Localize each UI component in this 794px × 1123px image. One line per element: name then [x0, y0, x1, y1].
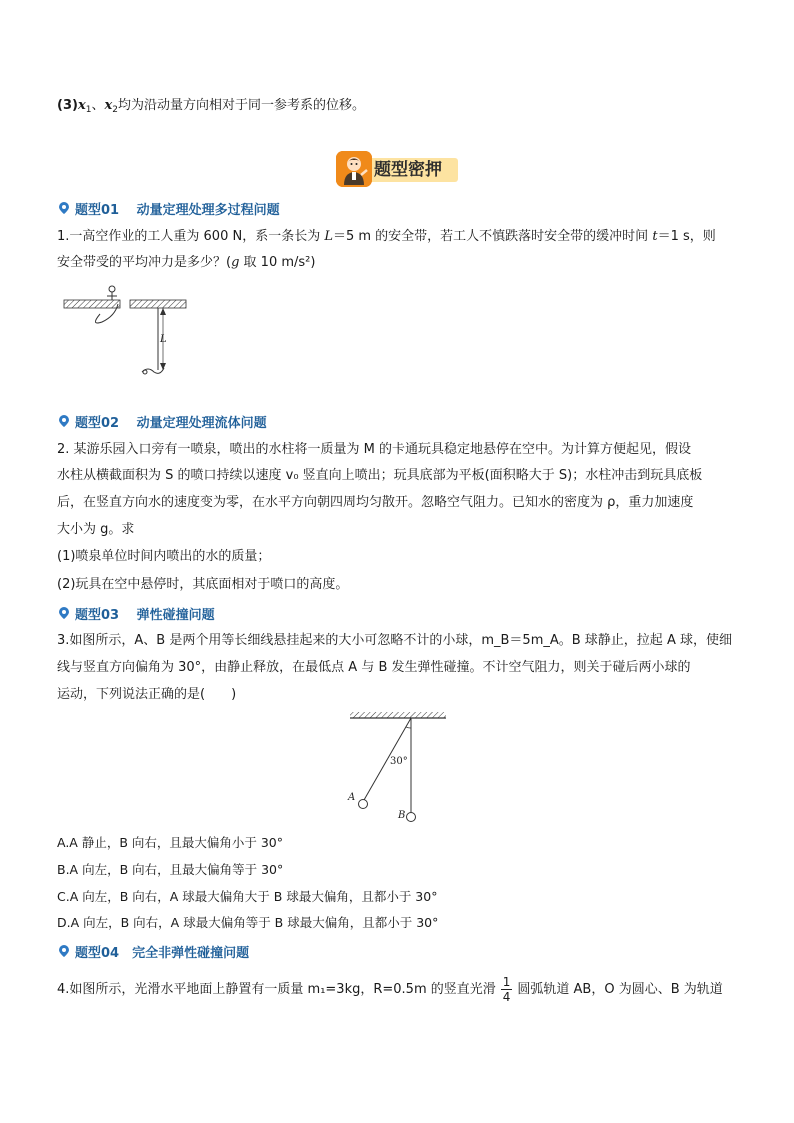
location-pin-icon	[57, 414, 71, 428]
q3-option-c: C.A 向左，B 向右，A 球最大偏角大于 B 球最大偏角，且都小于 30°	[57, 889, 438, 904]
q4-fraction: $\frac{1}{4}$	[502, 975, 511, 1004]
top-note: $(3)x_1$、$x_2$均为沿动量方向相对于同一参考系的位移。	[57, 98, 365, 115]
q3-fig-label-A: A	[348, 792, 356, 803]
section-header-03: 题型03 弹性碰撞问题	[57, 603, 215, 623]
q2-text-line1: 2. 某游乐园入口旁有一喷泉，喷出的水柱将一质量为 M 的卡通玩具稳定地悬停在空中。为计算方便起见，假设	[57, 442, 692, 457]
q1-safety-belt-figure	[60, 280, 190, 380]
q1-text-line2: 安全带受的平均冲力是多少？(g 取 10 m/s²)	[57, 255, 316, 270]
section-header-01: 题型01 动量定理处理多过程问题	[57, 198, 280, 218]
q3-fig-angle-label: 30°	[390, 756, 408, 767]
location-pin-icon	[57, 606, 71, 620]
q3-text-line3: 运动，下列说法正确的是( )	[57, 687, 237, 702]
q3-text-line1: 3.如图所示，A、B 是两个用等长细线悬挂起来的大小可忽略不计的小球，m_B＝5m_A。B 球静止，拉起 A 球，使细	[57, 633, 732, 648]
q3-text-line2: 线与竖直方向偏角为 30°，由静止释放，在最低点 A 与 B 发生弹性碰撞。不计空气阻力，则关于碰后两小球的	[57, 660, 691, 675]
q4-text-line1: 4.如图所示，光滑水平地面上静置有一质量 m₁=3kg，R=0.5m 的竖直光滑 $\frac{1}{4}$ 圆弧轨道 AB，O 为圆心、B 为轨道	[57, 975, 723, 1004]
section-header-04: 题型04 完全非弹性碰撞问题	[57, 941, 249, 961]
q2-text-line4: 大小为 g。求	[57, 522, 135, 537]
q2-part1: (1)喷泉单位时间内喷出的水的质量；	[57, 549, 271, 564]
q2-text-line3: 后，在竖直方向水的速度变为零，在水平方向朝四周均匀散开。忽略空气阻力。已知水的密度为 ρ，重力加速度	[57, 495, 694, 510]
section-header-02: 题型02 动量定理处理流体问题	[57, 411, 267, 431]
section-banner	[336, 151, 460, 187]
q3-pendulum-figure	[340, 708, 460, 828]
q1-fig-label-L: L	[160, 334, 167, 345]
q2-text-line2: 水柱从横截面积为 S 的喷口持续以速度 v₀ 竖直向上喷出；玩具底部为平板(面积略大于 S)；水柱冲击到玩具底板	[57, 468, 703, 483]
teacher-icon	[336, 151, 372, 187]
q1-text-line1: 1.一高空作业的工人重为 600 N，系一条长为 L＝5 m 的安全带，若工人不慎跌落时安全带的缓冲时间 t＝1 s，则	[57, 229, 716, 244]
q3-option-d: D.A 向左，B 向右，A 球最大偏角等于 B 球最大偏角，且都小于 30°	[57, 915, 439, 930]
q3-option-b: B.A 向左，B 向右，且最大偏角等于 30°	[57, 862, 284, 877]
q3-fig-label-B: B	[398, 810, 406, 821]
q2-part2: (2)玩具在空中悬停时，其底面相对于喷口的高度。	[57, 577, 349, 592]
q3-option-a: A.A 静止，B 向右，且最大偏角小于 30°	[57, 835, 284, 850]
location-pin-icon	[57, 201, 71, 215]
banner-title: 题型密押	[374, 160, 442, 180]
location-pin-icon	[57, 944, 71, 958]
